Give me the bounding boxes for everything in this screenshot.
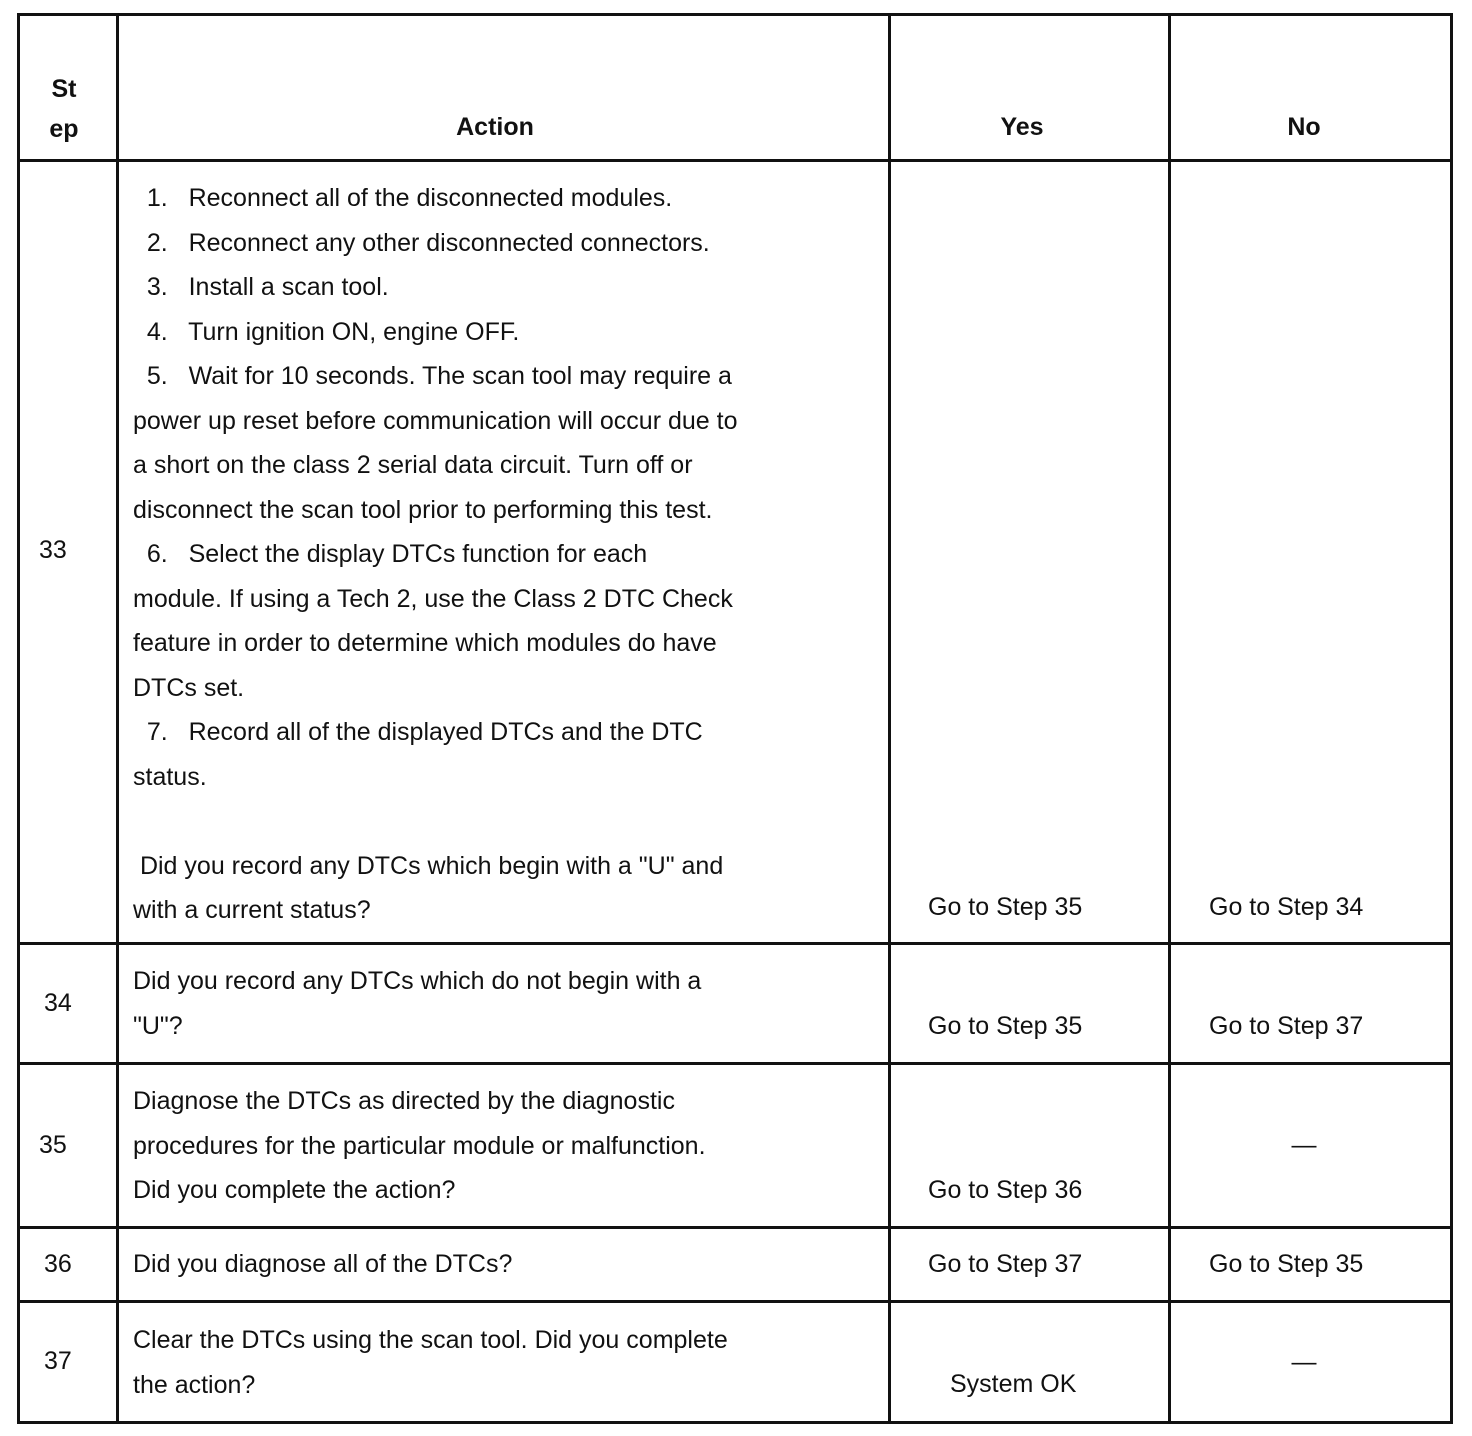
header-no: No: [1287, 113, 1321, 141]
row-divider: [17, 1226, 1453, 1229]
no-result: Go to Step 37: [1209, 1012, 1364, 1040]
row-divider: [17, 1300, 1453, 1303]
yes-result: Go to Step 37: [928, 1250, 1083, 1278]
header-step: St ep: [49, 75, 79, 143]
yes-result: Go to Step 36: [928, 1176, 1083, 1204]
header-yes: Yes: [1000, 113, 1044, 141]
step-number: 35: [39, 1131, 67, 1159]
row-divider: [17, 942, 1453, 945]
column-divider: [888, 13, 891, 1424]
yes-result: Go to Step 35: [928, 893, 1083, 921]
header-action: Action: [456, 113, 534, 141]
action-text: Diagnose the DTCs as directed by the diagnostic procedures for the particular module or malfunction. Did you complete the action?: [133, 1087, 706, 1204]
action-text: Did you diagnose all of the DTCs?: [133, 1250, 513, 1278]
step-number: 37: [44, 1347, 72, 1375]
header-divider: [17, 159, 1453, 162]
column-divider: [1168, 13, 1171, 1424]
no-result: Go to Step 34: [1209, 893, 1364, 921]
no-result: —: [1291, 1348, 1317, 1376]
action-text: 1. Reconnect all of the disconnected modules. 2. Reconnect any other disconnected connectors. 3. Install a scan tool. 4. Turn ignition ON, engine OFF. 5. Wait for 10 seconds. The scan tool may require a power up reset before communication will occur due to a short on the class 2 serial data circuit. Turn off or disconnect the scan tool prior to performing this test. 6. Select the display DTCs function for each module. If using a Tech 2, use the Class 2 DTC Check feature in order to determine which modules do have DTCs set. 7. Record all of the displayed DTCs and the DTC status. Did you record any DTCs which begin with a "U" and with a current status?: [133, 184, 738, 924]
action-text: Clear the DTCs using the scan tool. Did you complete the action?: [133, 1326, 728, 1399]
action-text: Did you record any DTCs which do not begin with a "U"?: [133, 967, 702, 1040]
no-result: —: [1291, 1131, 1317, 1159]
yes-result: Go to Step 35: [928, 1012, 1083, 1040]
diagnostic-table: [17, 13, 1453, 1424]
yes-result: System OK: [950, 1370, 1077, 1398]
table-border-bottom: [17, 1421, 1453, 1424]
no-result: Go to Step 35: [1209, 1250, 1364, 1278]
table-border-top: [17, 13, 1453, 16]
table-border-right: [1450, 13, 1453, 1424]
table-border-left: [17, 13, 20, 1424]
step-number: 36: [44, 1250, 72, 1278]
step-number: 34: [44, 989, 72, 1017]
step-number: 33: [39, 536, 67, 564]
row-divider: [17, 1062, 1453, 1065]
column-divider: [116, 13, 119, 1424]
